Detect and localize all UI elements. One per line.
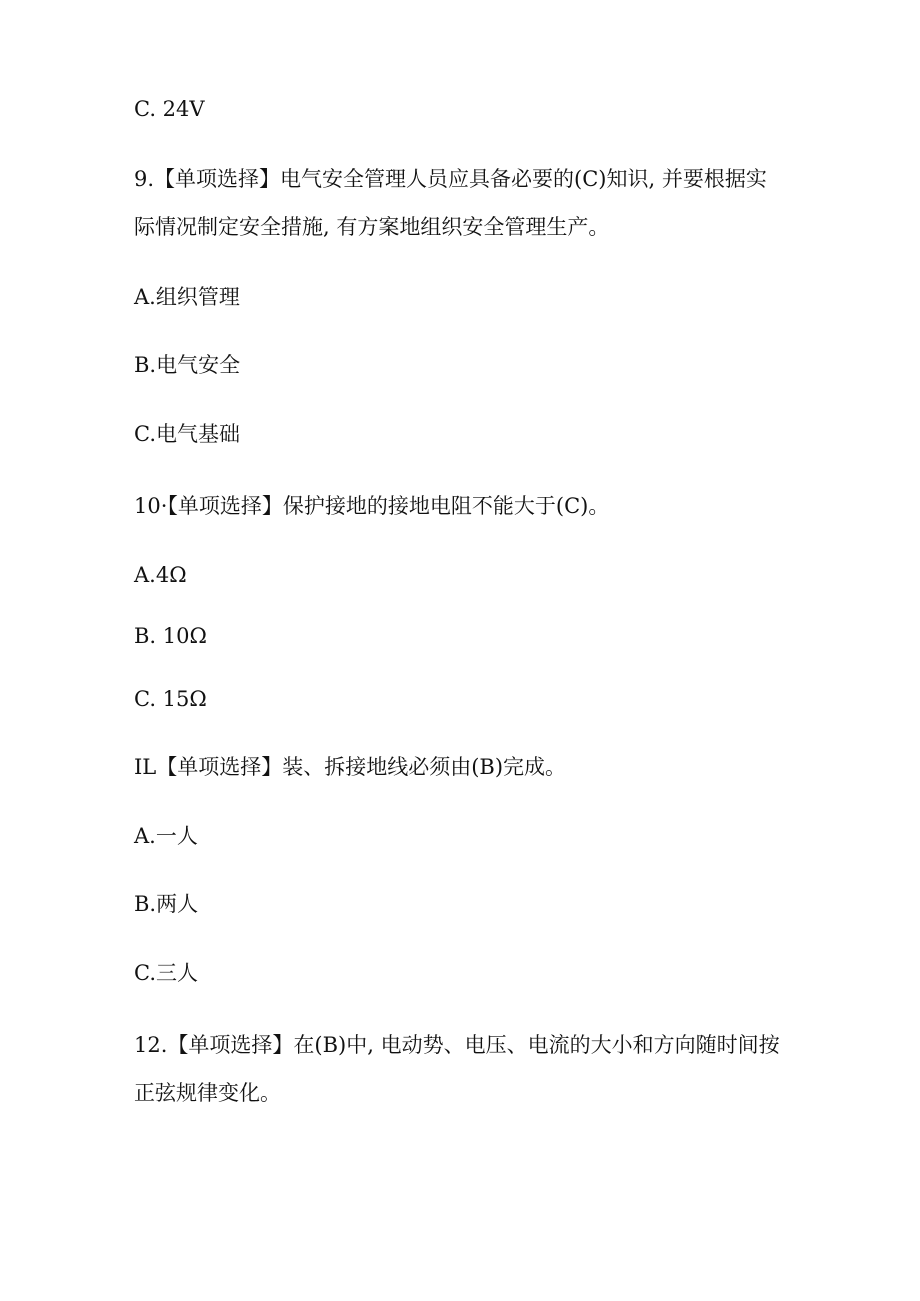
question-12-continued: 正弦规律变化。 xyxy=(134,1081,281,1105)
option-a-q10: A.4Ω xyxy=(134,563,187,587)
option-a-q9: A.组织管理 xyxy=(134,285,240,309)
question-12: 12.【单项选择】在(B)中, 电动势、电压、电流的大小和方向随时间按 xyxy=(134,1033,780,1057)
option-b-q11: B.两人 xyxy=(134,892,199,916)
option-a-q11: A.一人 xyxy=(134,824,198,848)
option-c-q9: C.电气基础 xyxy=(134,422,240,446)
option-c-q8: C. 24V xyxy=(134,97,205,121)
question-10: 10·【单项选择】保护接地的接地电阻不能大于(C)。 xyxy=(134,494,610,518)
option-b-q10: B. 10Ω xyxy=(134,624,207,648)
option-c-q11: C.三人 xyxy=(134,961,198,985)
option-c-q10: C. 15Ω xyxy=(134,687,207,711)
question-9-continued: 际情况制定安全措施, 有方案地组织安全管理生产。 xyxy=(134,215,610,239)
question-9: 9.【单项选择】电气安全管理人员应具备必要的(C)知识, 并要根据实 xyxy=(134,167,767,191)
option-b-q9: B.电气安全 xyxy=(134,353,241,377)
question-11: IL【单项选择】装、拆接地线必须由(B)完成。 xyxy=(134,755,567,779)
